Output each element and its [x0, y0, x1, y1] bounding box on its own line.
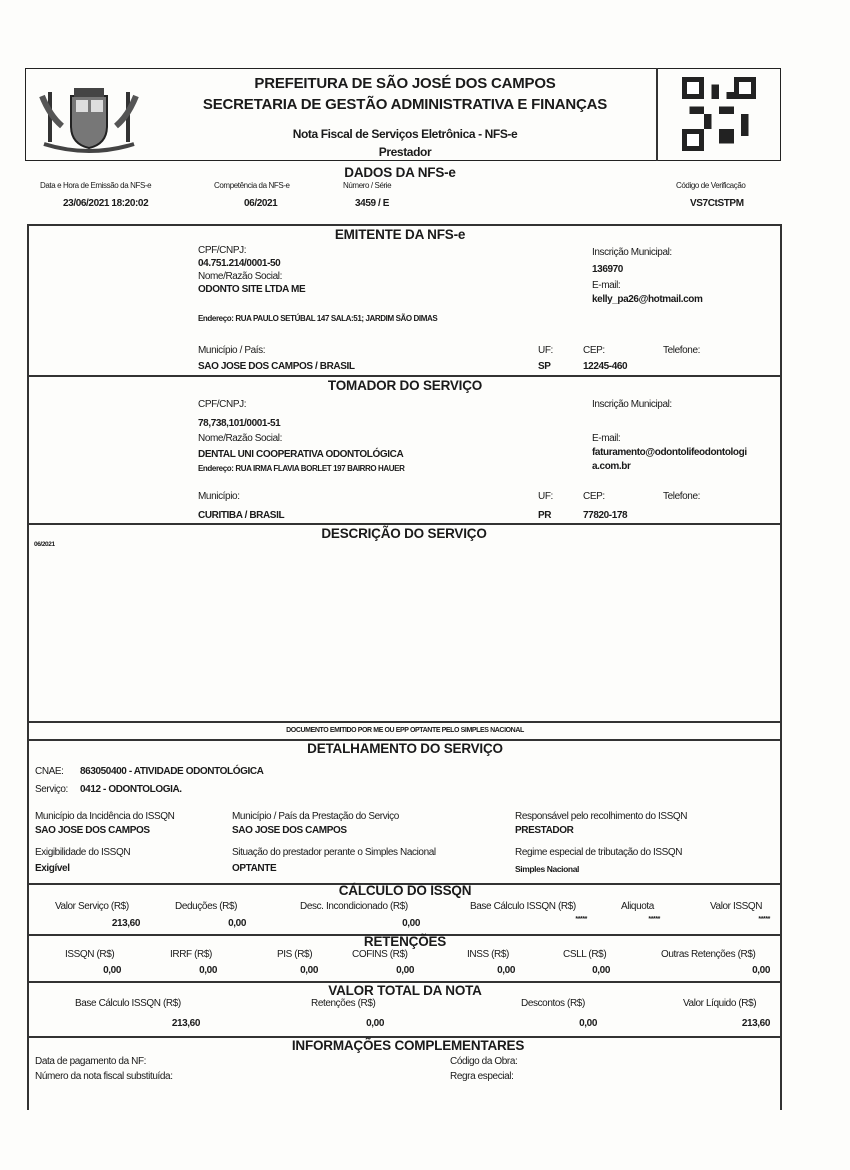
emitente-nome-label: Nome/Razão Social: — [198, 271, 282, 282]
tomador-email-label: E-mail: — [592, 433, 621, 444]
valor-liquido: 213,60 — [741, 1018, 770, 1029]
emitente-cnpj-label: CPF/CNPJ: — [198, 245, 247, 256]
document-type: Nota Fiscal de Serviços Eletrônica - NFS-e — [292, 127, 518, 141]
emitente-im: 136970 — [592, 264, 623, 275]
data-pagamento-label: Data de pagamento da NF: — [35, 1056, 147, 1067]
ret-value: 0,00 — [103, 965, 121, 976]
competencia-label: Competência da NFS-e — [214, 181, 290, 190]
ret-value: 0,00 — [752, 965, 770, 976]
emitente-email-label: E-mail: — [592, 280, 621, 291]
section-title-dados: DADOS DA NFS-e — [344, 165, 456, 180]
incidencia-label: Município da Incidência do ISSQN — [35, 811, 175, 822]
ret-value: 0,00 — [396, 965, 414, 976]
tomador-email-cont: a.com.br — [592, 461, 631, 472]
calc-value: 213,60 — [111, 918, 140, 929]
section-title-emitente: EMITENTE DA NFS-e — [334, 227, 466, 242]
tomador-email: faturamento@odontolifeodontologi — [592, 447, 747, 458]
emitente-im-label: Inscrição Municipal: — [592, 247, 672, 258]
ret-label: COFINS (R$) — [352, 949, 408, 960]
servico-value: 0412 - ODONTOLOGIA. — [80, 784, 182, 795]
ret-label: CSLL (R$) — [563, 949, 607, 960]
emitente-cnpj: 04.751.214/0001-50 — [198, 258, 281, 269]
emitente-tel-label: Telefone: — [663, 345, 700, 356]
tomador-im-label: Inscrição Municipal: — [592, 399, 672, 410]
divider — [656, 68, 658, 161]
calc-value: ***** — [575, 916, 587, 923]
competencia-value: 06/2021 — [244, 198, 278, 209]
tomador-cep: 77820-178 — [583, 510, 628, 521]
ret-label: ISSQN (R$) — [65, 949, 115, 960]
document-role: Prestador — [378, 145, 432, 159]
regra-especial-label: Regra especial: — [450, 1071, 514, 1082]
emissao-value: 23/06/2021 18:20:02 — [63, 198, 149, 209]
tomador-uf-label: UF: — [538, 491, 553, 502]
emitente-cep: 12245-460 — [583, 361, 628, 372]
section-title-descricao: DESCRIÇÃO DO SERVIÇO — [321, 526, 487, 541]
total-value: 0,00 — [579, 1018, 597, 1029]
calc-value: ***** — [758, 916, 770, 923]
total-value: 213,60 — [171, 1018, 200, 1029]
divider — [27, 375, 781, 377]
prestacao-label: Município / País da Prestação do Serviço — [232, 811, 399, 822]
situacao-label: Situação do prestador perante o Simples Nacional — [232, 847, 436, 858]
section-title-total: VALOR TOTAL DA NOTA — [328, 983, 482, 998]
section-title-tomador: TOMADOR DO SERVIÇO — [327, 378, 483, 393]
total-value: 0,00 — [366, 1018, 384, 1029]
tomador-nome-label: Nome/Razão Social: — [198, 433, 282, 444]
regime-value: Simples Nacional — [515, 864, 579, 874]
calc-label: Valor ISSQN — [710, 901, 763, 912]
tomador-cnpj: 78,738,101/0001-51 — [198, 418, 281, 429]
tomador-nome: DENTAL UNI COOPERATIVA ODONTOLÓGICA — [198, 449, 404, 460]
ret-value: 0,00 — [497, 965, 515, 976]
calc-value: 0,00 — [228, 918, 246, 929]
calc-label: Desc. Incondicionado (R$) — [300, 901, 408, 912]
calc-label: Base Cálculo ISSQN (R$) — [470, 901, 576, 912]
emitente-email: kelly_pa26@hotmail.com — [592, 294, 703, 305]
total-label: Base Cálculo ISSQN (R$) — [75, 998, 181, 1009]
codigo-value: VS7CtSTPM — [690, 198, 744, 209]
nota-substituida-label: Número da nota fiscal substituída: — [35, 1071, 173, 1082]
numero-label: Número / Série — [343, 181, 392, 190]
divider — [27, 523, 781, 525]
calc-label: Aliquota — [621, 901, 654, 912]
ret-label: Outras Retenções (R$) — [661, 949, 756, 960]
responsavel-label: Responsável pelo recolhimento do ISSQN — [515, 811, 688, 822]
prestacao-value: SAO JOSE DOS CAMPOS — [232, 825, 347, 836]
section-title-calculo: CÁLCULO DO ISSQN — [338, 883, 472, 898]
ret-label: IRRF (R$) — [170, 949, 212, 960]
section-title-info: INFORMAÇÕES COMPLEMENTARES — [291, 1038, 525, 1053]
calc-value: 0,00 — [402, 918, 420, 929]
codigo-label: Código de Verificação — [676, 181, 746, 190]
ret-label: INSS (R$) — [467, 949, 509, 960]
ret-label: PIS (R$) — [277, 949, 313, 960]
regime-label: Regime especial de tributação do ISSQN — [515, 847, 683, 858]
emitente-endereco: Endereço: RUA PAULO SETÚBAL 147 SALA:51; JARDIM SÃO DIMAS — [198, 314, 438, 323]
right-border — [780, 224, 782, 1110]
calc-label: Deduções (R$) — [175, 901, 238, 912]
emitente-nome: ODONTO SITE LTDA ME — [198, 284, 306, 295]
ret-value: 0,00 — [300, 965, 318, 976]
total-label: Valor Líquido (R$) — [683, 998, 757, 1009]
emitente-uf-label: UF: — [538, 345, 553, 356]
emitente-uf: SP — [538, 361, 551, 372]
simples-nacional-notice: DOCUMENTO EMITIDO POR ME OU EPP OPTANTE PELO SIMPLES NACIONAL — [286, 727, 524, 734]
qr-code — [682, 76, 756, 152]
left-border — [27, 224, 29, 1110]
section-title-detalhamento: DETALHAMENTO DO SERVIÇO — [307, 741, 503, 756]
divider — [27, 224, 781, 226]
emitente-municipio-label: Município / País: — [198, 345, 266, 356]
calc-label: Valor Serviço (R$) — [55, 901, 129, 912]
divider — [27, 721, 781, 723]
exigibilidade-label: Exigibilidade do ISSQN — [35, 847, 131, 858]
cnae-label: CNAE: — [35, 766, 64, 777]
tomador-municipio: CURITIBA / BRASIL — [198, 510, 285, 521]
tomador-cep-label: CEP: — [583, 491, 605, 502]
tomador-uf: PR — [538, 510, 552, 521]
servico-label: Serviço: — [35, 784, 68, 795]
cnae-value: 863050400 - ATIVIDADE ODONTOLÓGICA — [80, 766, 264, 777]
codigo-obra-label: Código da Obra: — [450, 1056, 518, 1067]
total-label: Retenções (R$) — [311, 998, 376, 1009]
exigibilidade-value: Exigível — [35, 863, 70, 874]
ret-value: 0,00 — [592, 965, 610, 976]
emitente-cep-label: CEP: — [583, 345, 605, 356]
emitente-municipio: SAO JOSE DOS CAMPOS / BRASIL — [198, 361, 355, 372]
header-subtitle: SECRETARIA DE GESTÃO ADMINISTRATIVA E FINANÇAS — [202, 96, 608, 113]
header-title: PREFEITURA DE SÃO JOSÉ DOS CAMPOS — [254, 75, 556, 92]
incidencia-value: SAO JOSE DOS CAMPOS — [35, 825, 150, 836]
section-title-retencoes: RETENÇÕES — [363, 934, 447, 949]
coat-of-arms-logo — [36, 76, 142, 156]
situacao-value: OPTANTE — [232, 863, 277, 874]
tomador-tel-label: Telefone: — [663, 491, 700, 502]
descricao-text: 06/2021 — [34, 541, 55, 548]
responsavel-value: PRESTADOR — [515, 825, 574, 836]
tomador-endereco: Endereço: RUA IRMA FLAVIA BORLET 197 BAIRRO HAUER — [198, 464, 405, 473]
numero-value: 3459 / E — [355, 198, 390, 209]
ret-value: 0,00 — [199, 965, 217, 976]
total-label: Descontos (R$) — [521, 998, 585, 1009]
emissao-label: Data e Hora de Emissão da NFS-e — [40, 181, 152, 190]
calc-value: ***** — [648, 916, 660, 923]
tomador-municipio-label: Município: — [198, 491, 240, 502]
tomador-cnpj-label: CPF/CNPJ: — [198, 399, 247, 410]
